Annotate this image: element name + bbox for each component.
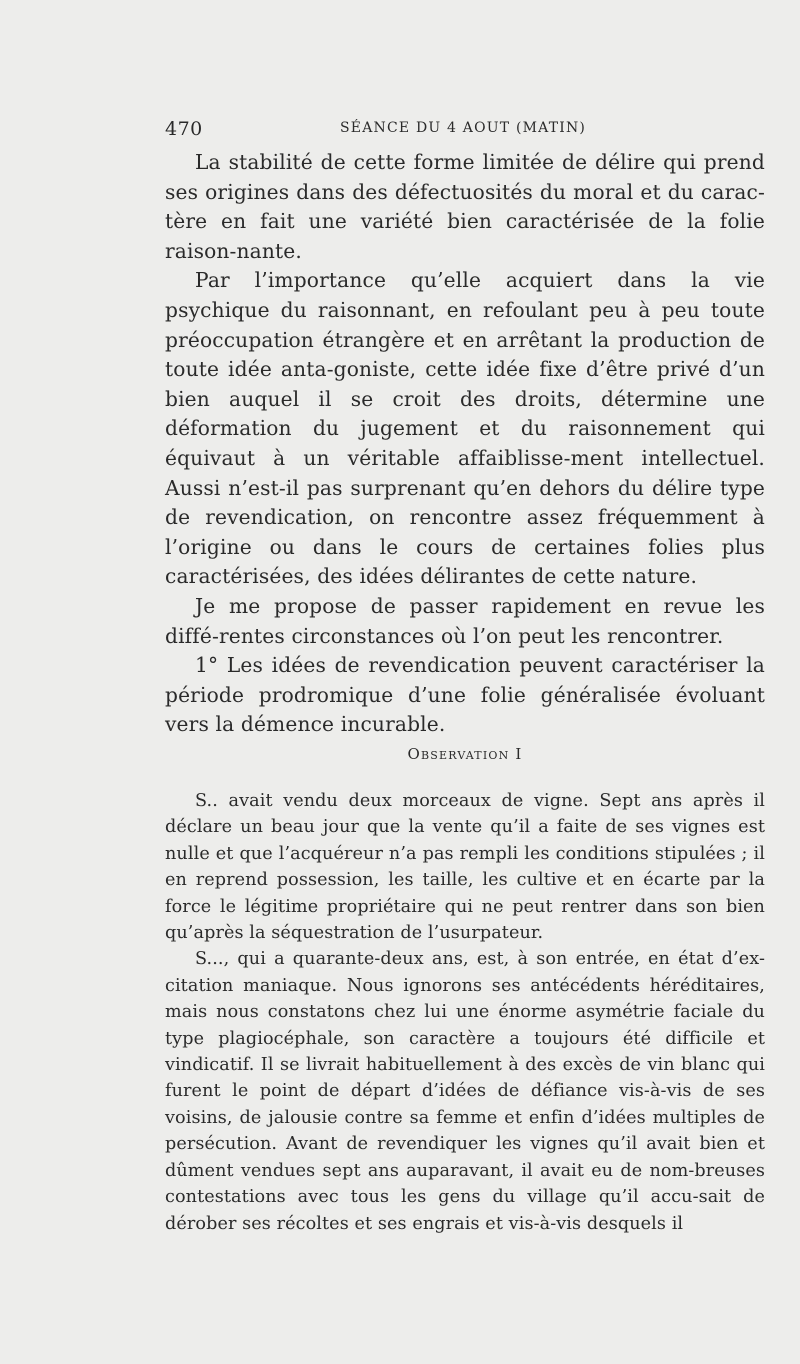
observation-paragraph: S..., qui a quarante-deux ans, est, à son entrée, en état d’ex-citation maniaque. Nous ignorons ses antécédents héréditaires, mais nous constatons chez lui une énorme asymétrie faciale du type plagiocéphale, son caractère a toujours été difficile et vindicatif. Il se livrait habituellement à des excès de vin blanc qui furent le point de départ d’idées de défiance vis-à-vis de ses voisins, de jalousie contre sa femme et enfin d’idées multiples de persécution. Avant de revendiquer les vignes qu’il avait bien et dûment vendues sept ans auparavant, il avait eu de nom-breuses contestations avec tous les gens du village qu’il accu-sait de dérober ses récoltes et ses engrais et vis-à-vis desquels il: [165, 949, 765, 1234]
observation-paragraph: S.. avait vendu deux morceaux de vigne. Sept ans après il déclare un beau jour que la vente qu’il a faite de ses vignes est nulle et que l’acquéreur n’a pas rempli les conditions stipulées ; il en reprend possession, les taille, les cultive et en écarte par la force le légitime propriétaire qui ne peut rentrer dans son bien qu’après la séquestration de l’usurpateur.: [165, 791, 765, 944]
paragraph: Par l’importance qu’elle acquiert dans la vie psychique du raisonnant, en refoulant peu à peu toute préoccupation étrangère et en arrêtant la production de toute idée anta-goniste, cette idée fixe d’être privé d’un bien auquel il se croit des droits, détermine une déformation du jugement et du raisonnement qui équivaut à un véritable affaiblisse-ment intellectuel. Aussi n’est-il pas surprenant qu’en dehors du délire type de revendication, on rencontre assez fréquemment à l’origine ou dans le cours de certaines folies plus caractérisées, des idées délirantes de cette nature.: [165, 268, 765, 589]
main-text: [165, 148, 765, 740]
paragraph: 1° Les idées de revendication peuvent caractériser la période prodromique d’une folie généralisée évoluant vers la démence incurable.: [165, 653, 765, 737]
observation-text: [165, 788, 765, 1237]
running-head: SÉANCE DU 4 AOUT (MATIN): [340, 120, 587, 136]
paragraph: Je me propose de passer rapidement en revue les diffé-rentes circonstances où l’on peut les rencontrer.: [165, 593, 765, 648]
paragraph: La stabilité de cette forme limitée de délire qui prend ses origines dans des défectuosités du moral et du carac-tère en fait une variété bien caractérisée de la folie raison-nante.: [165, 150, 765, 263]
observation-heading: Observation I: [407, 745, 523, 763]
page-header: [165, 118, 765, 148]
page-number: 470: [165, 118, 203, 140]
